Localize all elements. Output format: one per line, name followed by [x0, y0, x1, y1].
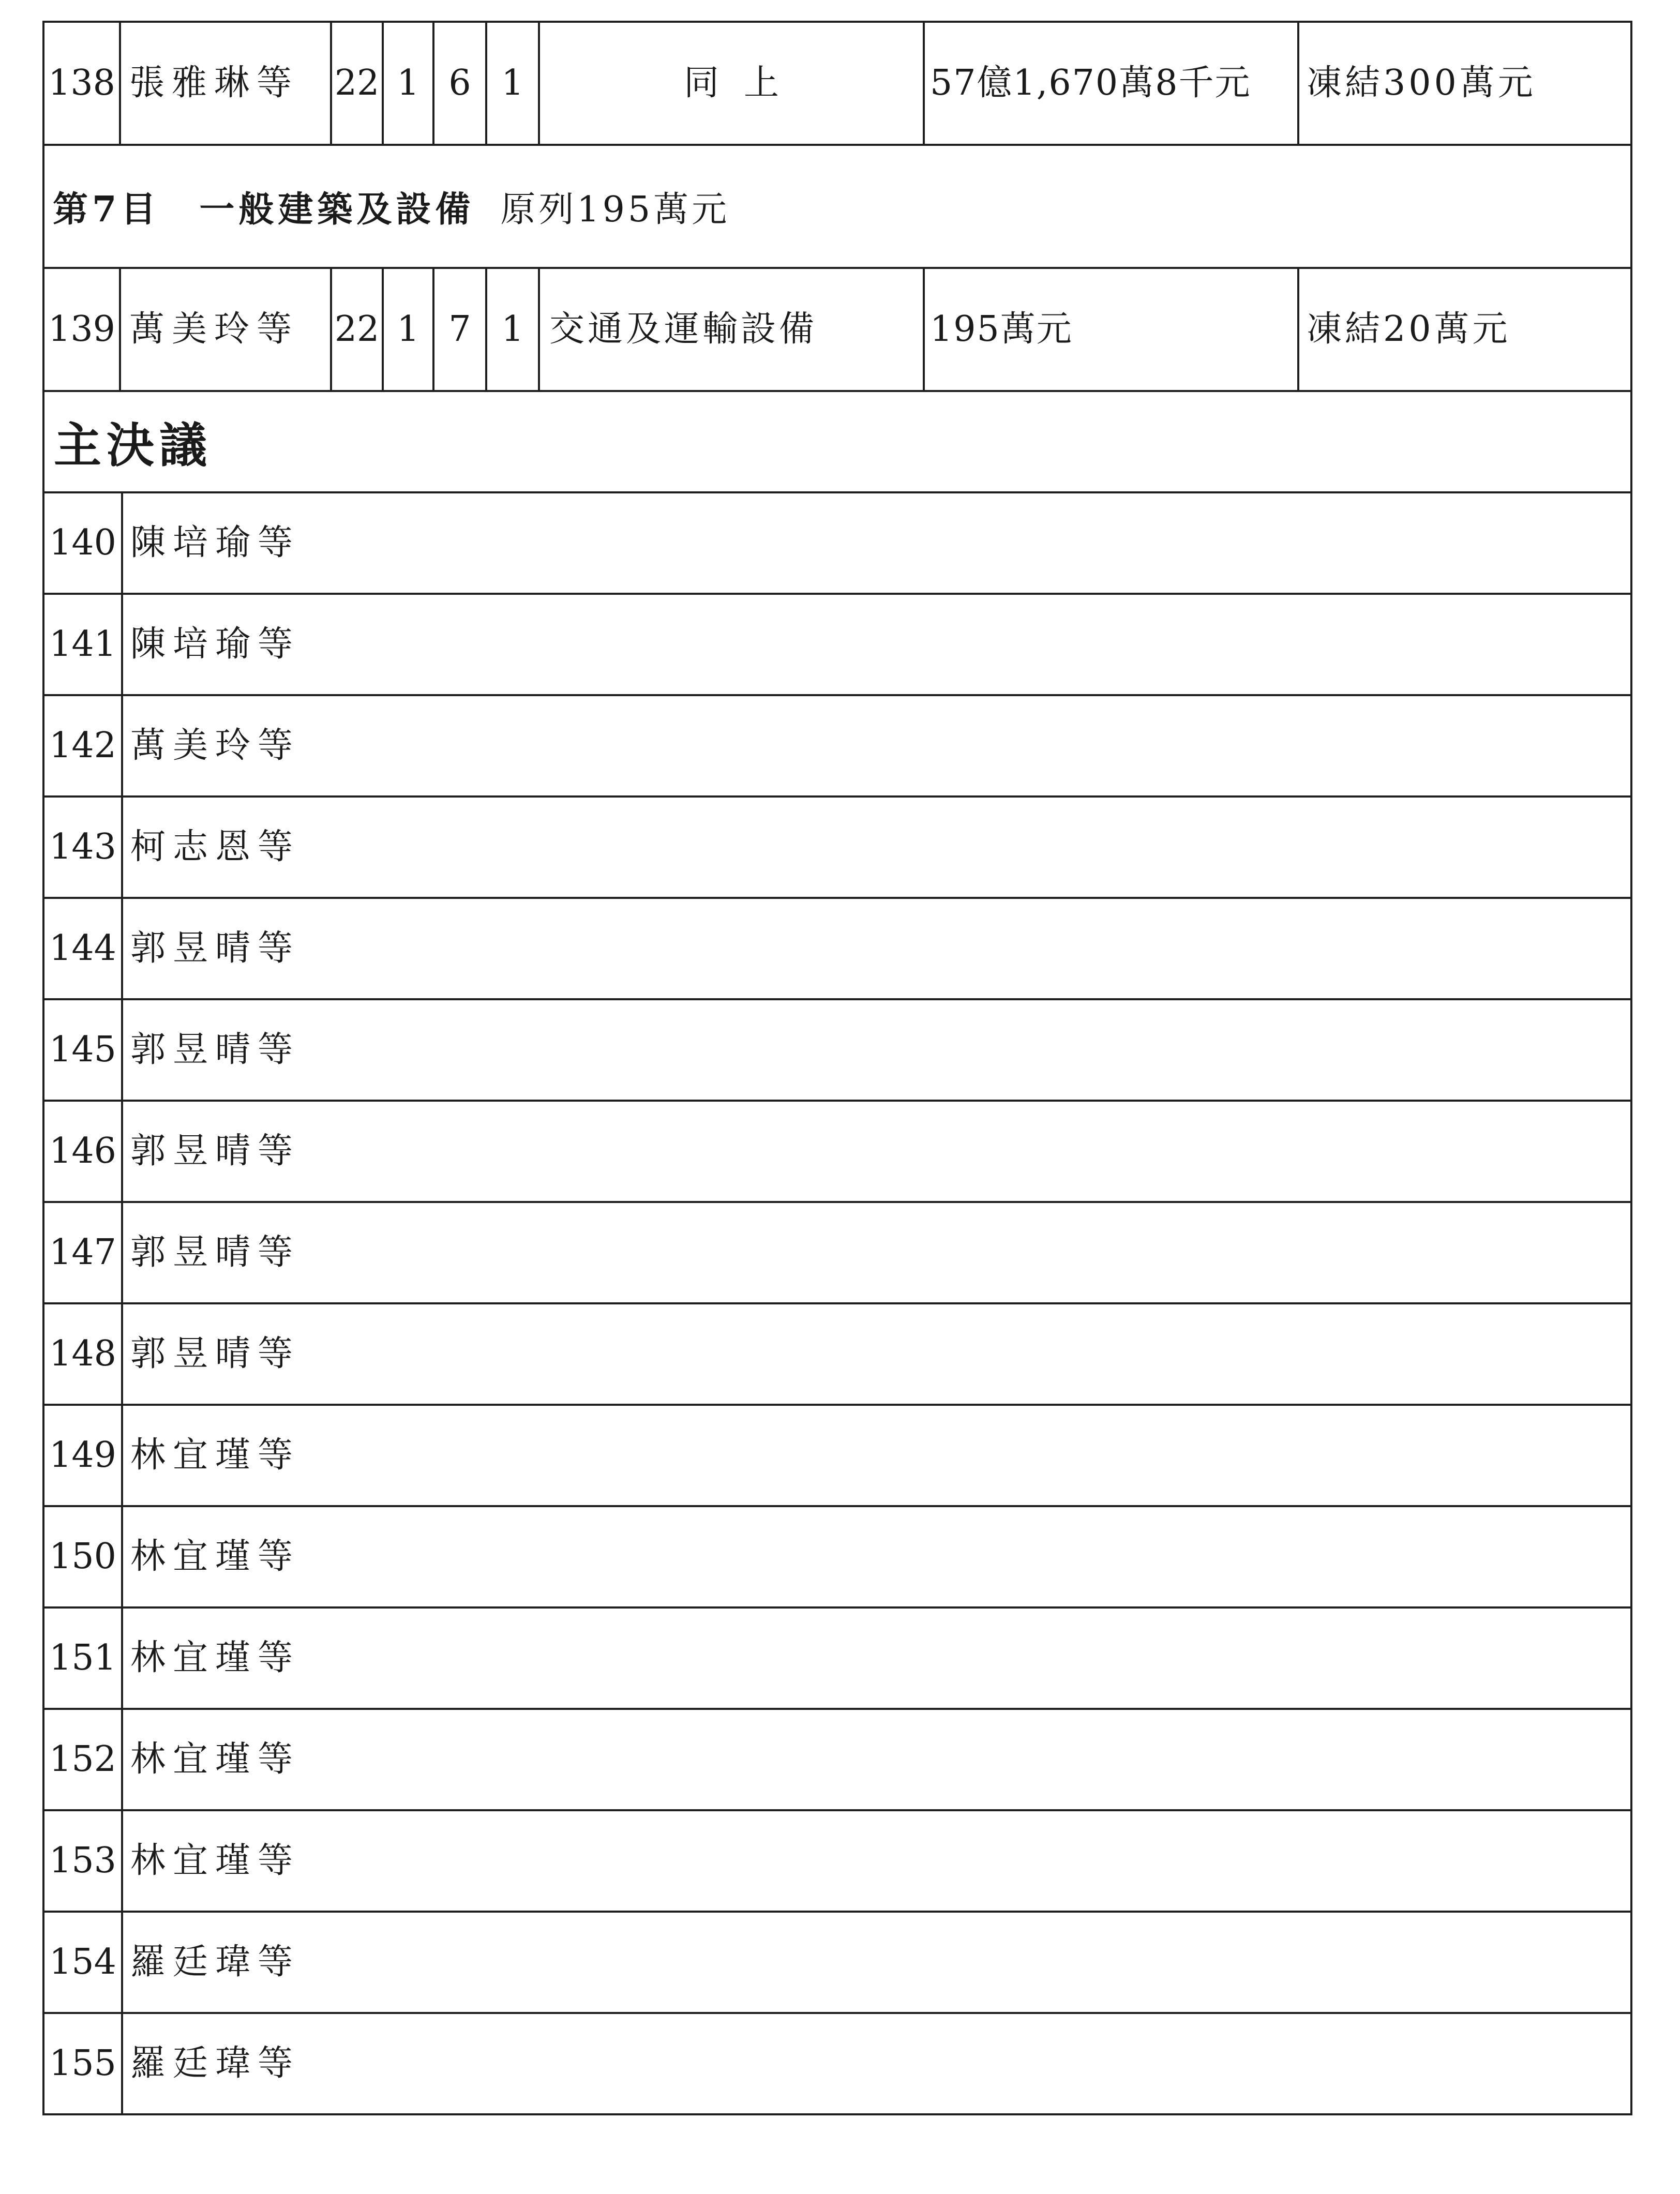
- table-row: [44, 1203, 1630, 1304]
- proposer-name: 林宜瑾等: [130, 1637, 301, 1678]
- budget-item: 同上: [540, 23, 925, 144]
- table-row: [44, 1406, 1630, 1507]
- table-row: [44, 1000, 1630, 1102]
- table-row: [44, 1811, 1630, 1913]
- proposer-name: 郭昱晴等: [130, 1232, 301, 1273]
- section-header: [44, 146, 1630, 267]
- section-row: [44, 146, 1630, 269]
- table-row: [44, 269, 1630, 392]
- row-number: 150: [44, 1507, 123, 1606]
- row-number: 138: [44, 23, 121, 144]
- row-number: 145: [44, 1000, 123, 1100]
- proposer-name: 羅廷瑋等: [130, 1942, 301, 1982]
- budget-code-1: 22: [332, 23, 384, 144]
- proposer-name: 陳培瑜等: [130, 522, 301, 563]
- freeze-action: 凍結300萬元: [1307, 63, 1536, 103]
- table-row: [44, 595, 1630, 696]
- budget-item: 交通及運輸設備: [540, 269, 925, 390]
- budget-code-1: 22: [332, 269, 384, 390]
- table-row: [44, 23, 1630, 146]
- table-row: [44, 1507, 1630, 1609]
- row-number: 147: [44, 1203, 123, 1302]
- proposer-name: 陳培瑜等: [130, 624, 301, 665]
- table-row: [44, 696, 1630, 798]
- budget-code-3: 7: [434, 269, 487, 390]
- budget-code-3: 6: [434, 23, 487, 144]
- table-row: [44, 1304, 1630, 1406]
- table-row: [44, 2014, 1630, 2115]
- row-number: 142: [44, 696, 123, 795]
- budget-code-2: 1: [384, 23, 434, 144]
- row-number: 153: [44, 1811, 123, 1911]
- heading-row: [44, 392, 1630, 493]
- proposer-name: 林宜瑾等: [130, 1739, 301, 1780]
- proposer-name: 羅廷瑋等: [130, 2043, 301, 2084]
- table-row: [44, 798, 1630, 899]
- section-note: 原列195萬元: [500, 189, 730, 230]
- proposer-name: 柯志恩等: [130, 826, 301, 867]
- proposer-name: 郭昱晴等: [130, 1029, 301, 1070]
- budget-amount: 57億1,670萬8千元: [925, 23, 1299, 144]
- row-number: 143: [44, 798, 123, 897]
- table-row: [44, 1609, 1630, 1710]
- budget-amount: 195萬元: [925, 269, 1299, 390]
- row-number: 149: [44, 1406, 123, 1505]
- row-number: 139: [44, 269, 121, 390]
- main-resolution-list: [44, 493, 1630, 2115]
- section-title: 第7目 一般建築及設備: [53, 188, 475, 230]
- freeze-action: 凍結20萬元: [1307, 309, 1511, 350]
- budget-code-2: 1: [384, 269, 434, 390]
- proposer-name: 林宜瑾等: [130, 1840, 301, 1881]
- row-number: 148: [44, 1304, 123, 1404]
- row-number: 146: [44, 1102, 123, 1201]
- proposer-name: 萬美玲等: [121, 269, 332, 390]
- budget-code-4: 1: [487, 269, 540, 390]
- row-number: 152: [44, 1710, 123, 1809]
- proposer-name: 郭昱晴等: [130, 1131, 301, 1171]
- proposer-name: 林宜瑾等: [130, 1435, 301, 1476]
- row-number: 144: [44, 899, 123, 998]
- budget-code-4: 1: [487, 23, 540, 144]
- proposer-name: 張雅琳等: [121, 23, 332, 144]
- row-number: 151: [44, 1609, 123, 1708]
- table-row: [44, 1913, 1630, 2014]
- proposer-name: 萬美玲等: [130, 725, 301, 766]
- main-resolution-heading: 主決議: [54, 417, 213, 473]
- table-row: [44, 1102, 1630, 1203]
- table-row: [44, 899, 1630, 1000]
- table-row: [44, 493, 1630, 595]
- proposer-name: 郭昱晴等: [130, 928, 301, 969]
- budget-table: [42, 21, 1632, 2115]
- row-number: 140: [44, 493, 123, 593]
- row-number: 155: [44, 2014, 123, 2113]
- row-number: 154: [44, 1913, 123, 2012]
- row-number: 141: [44, 595, 123, 694]
- proposer-name: 郭昱晴等: [130, 1333, 301, 1374]
- table-row: [44, 1710, 1630, 1811]
- proposer-name: 林宜瑾等: [130, 1536, 301, 1577]
